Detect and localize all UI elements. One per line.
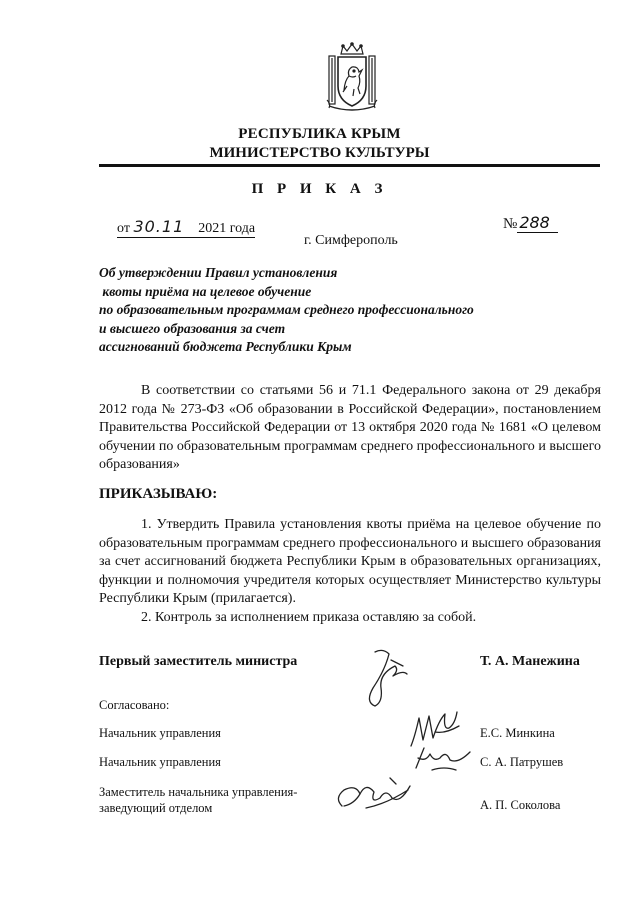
signatory-title: Первый заместитель министра: [99, 654, 298, 669]
approver-position: Начальник управления: [99, 726, 221, 740]
header-divider: [99, 164, 600, 167]
city: г. Симферополь: [304, 233, 398, 248]
approver-name: А. П. Соколова: [480, 798, 561, 812]
number-prefix: №: [503, 216, 518, 232]
order-items: [99, 516, 601, 628]
approver-name: Е.С. Минкина: [480, 726, 555, 740]
order-number: [503, 213, 558, 233]
order-date: [117, 217, 255, 237]
subject-line: и высшего образования за счет: [99, 320, 286, 336]
date-year: 2021 года: [198, 221, 256, 236]
order-item-2: 2. Контроль за исполнением приказа оставляю за собой.: [141, 609, 477, 625]
approver-position-line: заведующий отделом: [99, 801, 213, 815]
organization-republic: РЕСПУБЛИКА КРЫМ: [238, 126, 401, 142]
order-subject: [99, 264, 539, 357]
preamble-paragraph: В соответствии со статьями 56 и 71.1 Федерального закона от 29 декабря 2012 года № 273-ФЗ «Об образовании в Российской Федерации», постановлением Правительства Российской Федерации от 13 октября 2020 года № 1681 «О целевом обучении по образовательным программам среднего профессионального и высшего образования»: [99, 383, 601, 472]
approver-position: Начальник управления: [99, 755, 221, 769]
approver-signature-image: [330, 770, 420, 820]
approver-name: С. А. Патрушев: [480, 755, 564, 769]
approver-position-line: Заместитель начальника управления-: [99, 785, 298, 799]
number-handwritten: 288: [517, 213, 558, 233]
subject-line: ассигнований бюджета Республики Крым: [99, 339, 352, 355]
subject-line: Об утверждении Правил установления: [99, 265, 338, 280]
subject-line: по образовательным программам среднего профессионального: [99, 302, 474, 318]
date-handwritten: 30.11: [133, 217, 185, 236]
date-prefix: от: [117, 221, 130, 236]
organization-ministry: МИНИСТЕРСТВО КУЛЬТУРЫ: [209, 145, 430, 161]
approval-label: Согласовано:: [99, 698, 170, 712]
order-heading: ПРИКАЗЫВАЮ:: [99, 486, 218, 502]
subject-line: квоты приёма на целевое обучение: [99, 283, 312, 299]
main-signature-image: [355, 640, 425, 710]
signatory-name: Т. А. Манежина: [480, 654, 580, 669]
approver-position: [99, 784, 297, 816]
crimea-coat-of-arms-icon: [325, 42, 379, 112]
document-type: П Р И К А З: [251, 181, 388, 197]
order-item-1: 1. Утвердить Правила установления квоты приёма на целевое обучение по образовательным программам среднего профессионального и высшего образования за счет ассигнований бюджета Республики Крым в образовательных организациях, функции и полномочия учредителя которых осуществляет Министерство культуры Республики Крым (прилагается).: [99, 517, 601, 607]
